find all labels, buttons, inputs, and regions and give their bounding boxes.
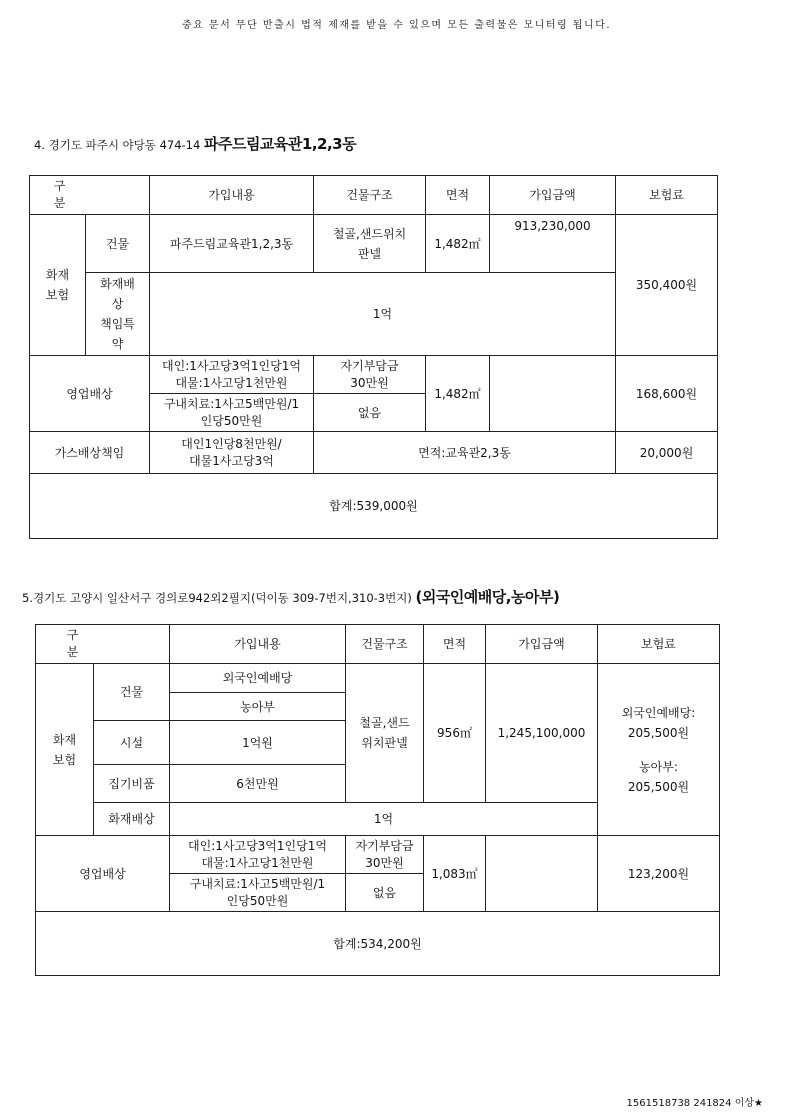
table-row <box>30 215 718 273</box>
business-premium: 123,200원 <box>598 836 720 912</box>
section4-title <box>34 133 356 154</box>
header-area: 면적 <box>424 625 486 664</box>
gas-content: 대인1인당8천만원/ 대물1사고당3억 <box>150 432 314 474</box>
section4-total: 합계:539,000원 <box>30 474 718 539</box>
building-content: 파주드림교육관1,2,3동 <box>150 215 314 273</box>
header-area: 면적 <box>426 176 490 215</box>
header-content: 가입내용 <box>170 625 346 664</box>
fire-liability-value: 1억 <box>170 803 598 836</box>
section4-building-name: 파주드림교육관1,2,3동 <box>203 135 357 153</box>
business-medical: 구내치료:1사고5백만원/1 인당50만원 <box>170 874 346 912</box>
section5-title <box>22 586 559 607</box>
business-no-deductible: 없음 <box>346 874 424 912</box>
building-item-1: 외국인예배당 <box>170 664 346 693</box>
building-item-2: 농아부 <box>170 693 346 721</box>
fire-liability-label: 화재배 상 책임특 약 <box>86 273 150 356</box>
table-row <box>30 356 718 394</box>
table-row <box>30 176 718 215</box>
fire-insurance-label: 화재 보험 <box>30 215 86 356</box>
header-gubun: 구 분 <box>30 176 150 215</box>
section4-table <box>29 175 718 539</box>
facility-label: 시설 <box>94 721 170 765</box>
business-no-deductible: 없음 <box>314 394 426 432</box>
business-premium: 168,600원 <box>616 356 718 432</box>
header-premium: 보험료 <box>616 176 718 215</box>
gas-area: 면적:교육관2,3동 <box>314 432 616 474</box>
table-row <box>36 664 720 693</box>
fire-liability-label: 화재배상 <box>94 803 170 836</box>
section5-table <box>35 624 720 976</box>
business-liability-label: 영업배상 <box>36 836 170 912</box>
building-amount: 913,230,000 <box>490 215 616 273</box>
business-medical: 구내치료:1사고5백만원/1 인당50만원 <box>150 394 314 432</box>
fire-liability-value: 1억 <box>150 273 616 356</box>
building-structure: 철골,샌드위치 판넬 <box>314 215 426 273</box>
business-liability-label: 영업배상 <box>30 356 150 432</box>
header-structure: 건물구조 <box>314 176 426 215</box>
business-amount <box>490 356 616 432</box>
header-amount: 가입금액 <box>486 625 598 664</box>
table-row <box>36 836 720 874</box>
gas-liability-label: 가스배상책임 <box>30 432 150 474</box>
fire-premium: 외국인예배당: 205,500원 농아부: 205,500원 <box>598 664 720 836</box>
table-row <box>30 273 718 356</box>
fixtures-label: 집기비품 <box>94 765 170 803</box>
section5-building-name: (외국인예배당,농아부) <box>415 588 560 606</box>
fire-insurance-label: 화재 보험 <box>36 664 94 836</box>
business-deductible: 자기부담금 30만원 <box>346 836 424 874</box>
business-deductible: 자기부담금 30만원 <box>314 356 426 394</box>
section5-total: 합계:534,200원 <box>36 912 720 976</box>
business-area: 1,482㎡ <box>426 356 490 432</box>
section5-address: 5.경기도 고양시 일산서구 경의로942외2필지(덕이동 309-7번지,310-3번지) <box>22 591 412 605</box>
confidential-notice: 중요 문서 무단 반출시 법적 제재를 받을 수 있으며 모든 출력물은 모니터링 됩니다. <box>181 20 612 31</box>
building-amount: 1,245,100,000 <box>486 664 598 803</box>
table-row <box>36 625 720 664</box>
header-gubun: 구 분 <box>36 625 170 664</box>
business-area: 1,083㎡ <box>424 836 486 912</box>
header-premium: 보험료 <box>598 625 720 664</box>
fire-premium: 350,400원 <box>616 215 718 356</box>
header-structure: 건물구조 <box>346 625 424 664</box>
building-label: 건물 <box>86 215 150 273</box>
business-person-property: 대인:1사고당3억1인당1억 대물:1사고당1천만원 <box>170 836 346 874</box>
fixtures-value: 6천만원 <box>170 765 346 803</box>
business-amount <box>486 836 598 912</box>
building-label: 건물 <box>94 664 170 721</box>
header-content: 가입내용 <box>150 176 314 215</box>
building-area: 956㎡ <box>424 664 486 803</box>
table-row <box>30 474 718 539</box>
table-row <box>30 432 718 474</box>
business-person-property: 대인:1사고당3억1인당1억 대물:1사고당1천만원 <box>150 356 314 394</box>
facility-value: 1억원 <box>170 721 346 765</box>
table-row <box>36 912 720 976</box>
building-area: 1,482㎡ <box>426 215 490 273</box>
section4-address: 4. 경기도 파주시 야당동 474-14 <box>34 138 201 152</box>
header-amount: 가입금액 <box>490 176 616 215</box>
building-structure: 철골,샌드 위치판넬 <box>346 664 424 803</box>
footer-id: 1561518738 241824 이상★ <box>626 1098 763 1109</box>
gas-premium: 20,000원 <box>616 432 718 474</box>
